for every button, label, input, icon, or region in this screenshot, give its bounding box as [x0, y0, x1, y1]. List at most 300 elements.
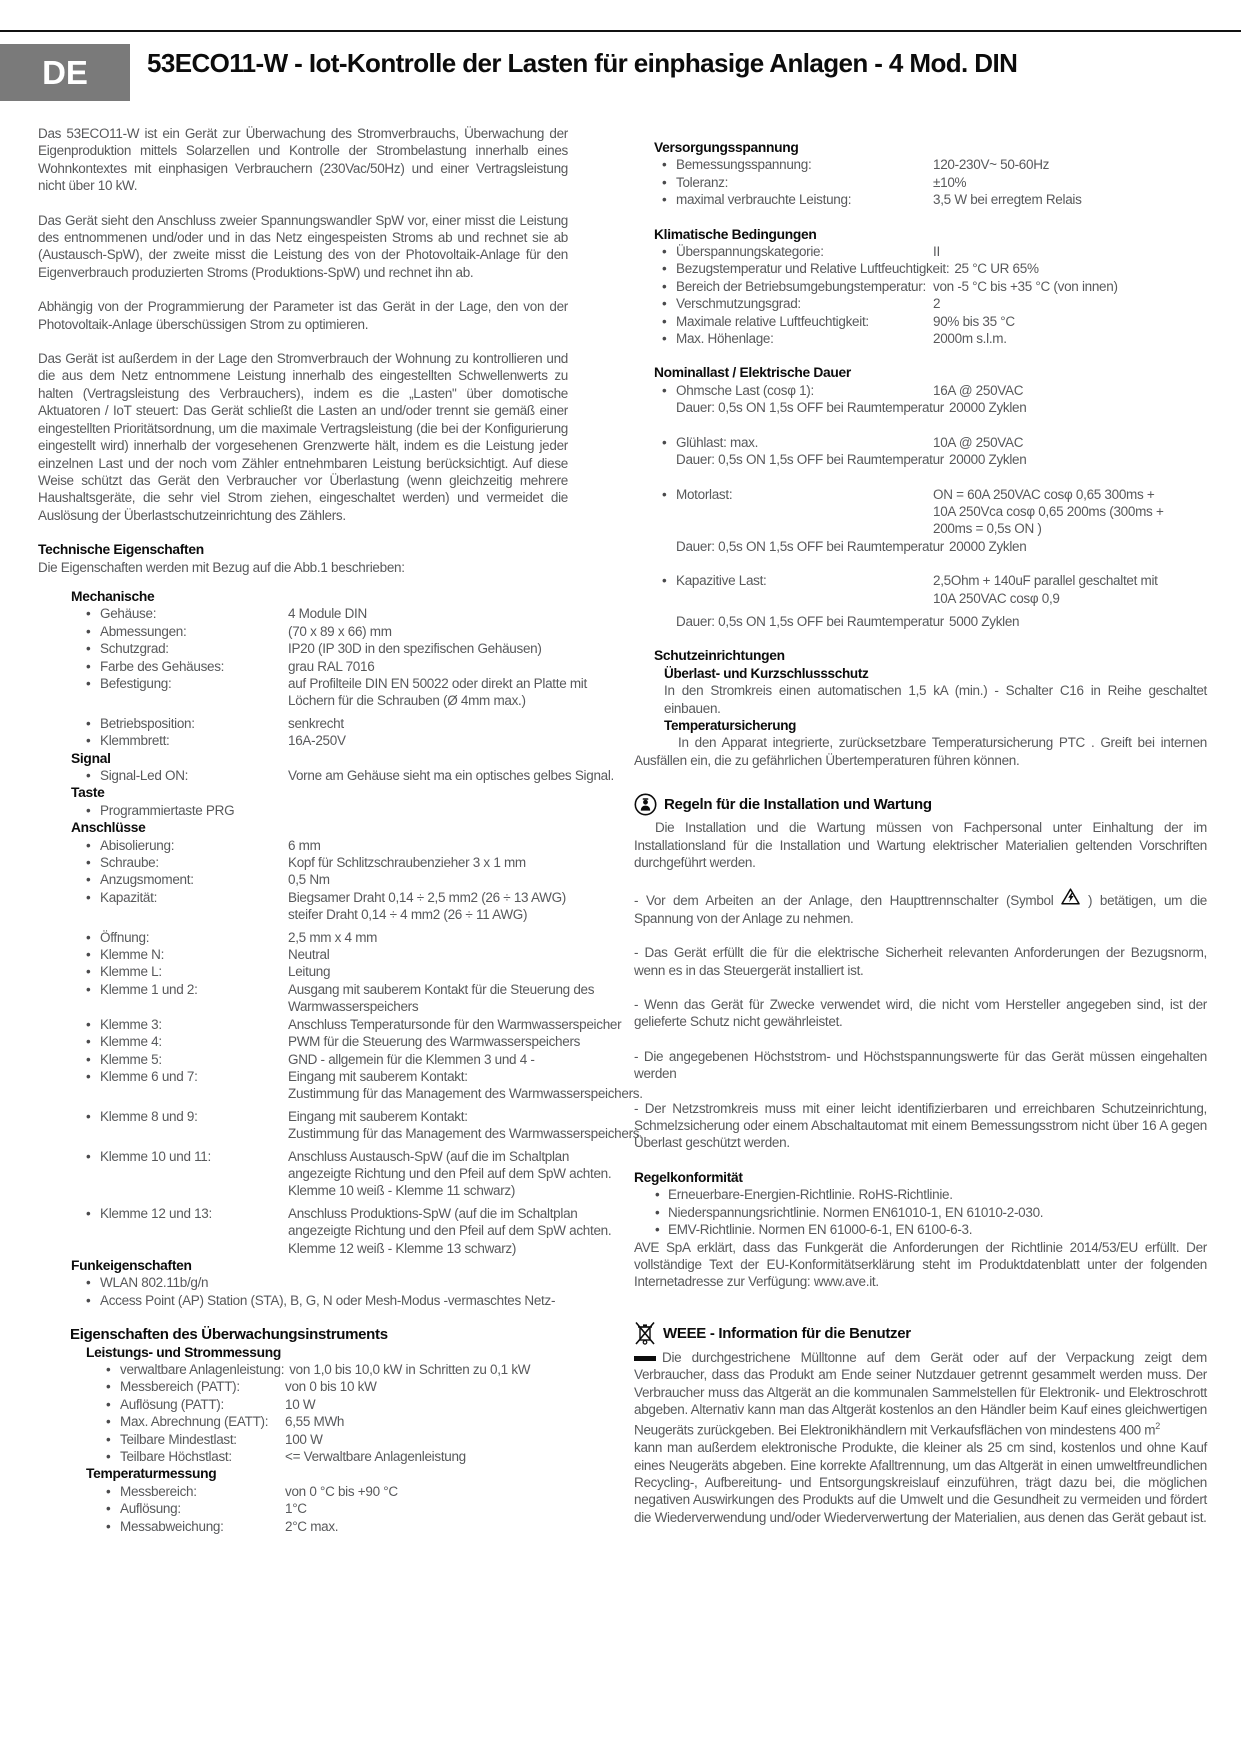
spec-label: verwaltbare Anlagenleistung:	[120, 1362, 285, 1377]
bullet-icon: •	[662, 278, 667, 294]
load-group	[634, 572, 1207, 630]
weee-text-1: Die durchgestrichene Mülltonne auf dem Gerät oder auf der Verpackung zeigt dem Verbraucher, dass das Produkt am Ende seiner Nutzdauer getrennt gesammelt werden muss. Der Verbraucher muss das Altgerät an die kommunalen Sammelstellen für Elektronik- und Elektroschrott abgeben. Alternativ kann man das Altgerät kostenlos an den Händler beim Kauf eines gleichwertigen Neugeräts zurückgeben. Bei Elektronikhändlern mit Verkaufsflächen von mindestens 400 m	[634, 1349, 1207, 1438]
bullet-icon: •	[86, 929, 91, 945]
spec-value	[288, 1051, 535, 1068]
spec-row	[38, 715, 568, 732]
bullet-icon: •	[106, 1379, 111, 1395]
spec-value	[289, 1361, 530, 1378]
spec-row	[38, 1483, 568, 1500]
spec-value	[288, 889, 566, 924]
spec-value	[288, 929, 377, 946]
overload-subheading: Überlast- und Kurzschlussschutz	[664, 665, 869, 681]
thermal-fuse-subheading: Temperatursicherung	[664, 717, 797, 733]
bullet-icon: •	[86, 1108, 91, 1124]
spec-label: Auflösung:	[120, 1501, 181, 1517]
spec-row	[634, 191, 1207, 208]
bullet-icon: •	[662, 296, 667, 312]
conformity-item	[634, 1204, 1207, 1221]
spec-row	[38, 854, 568, 871]
spec-value-line: Anschluss Temperatursonde für den Warmwasserspeicher	[288, 1016, 622, 1032]
spec-row	[38, 837, 568, 854]
spec-value	[285, 1396, 315, 1413]
spec-row	[634, 243, 1207, 260]
supply-items	[634, 156, 1207, 208]
spec-label: Bereich der Betriebsumgebungstemperatur:	[676, 278, 926, 294]
spec-row	[38, 1148, 612, 1200]
installer-icon	[634, 793, 657, 816]
bullet-icon: •	[86, 658, 91, 674]
spec-row	[634, 486, 1207, 538]
spec-value: 2000m s.l.m.	[933, 331, 1007, 347]
weee-heading: WEEE - Information für die Benutzer	[663, 1324, 911, 1342]
spec-label: Ohmsche Last (cosφ 1):	[676, 382, 814, 398]
spec-value-line: von 0 bis 10 kW	[285, 1379, 377, 1395]
spec-value	[933, 572, 1158, 607]
spec-group-title: Anschlüsse	[71, 820, 146, 836]
spec-value-line: ON = 60A 250VAC cosφ 0,65 300ms +	[933, 486, 1155, 502]
spec-row	[634, 330, 1207, 347]
spec-value	[285, 1378, 377, 1395]
spec-row	[634, 295, 1207, 312]
spec-value-line: <= Verwaltbare Anlagenleistung	[285, 1449, 466, 1465]
bullet-icon: •	[86, 1275, 91, 1291]
spec-label: Überspannungskategorie:	[676, 244, 824, 260]
bullet-icon: •	[655, 1222, 660, 1238]
spec-value	[288, 623, 392, 640]
spec-value-line: Klemme 12 weiß - Klemme 13 schwarz)	[288, 1240, 517, 1256]
spec-value-line: grau RAL 7016	[288, 658, 375, 674]
conformity-bullets	[634, 1186, 1207, 1238]
spec-value-line: 0,5 Nm	[288, 872, 330, 888]
duration-label: Dauer: 0,5s ON 1,5s OFF bei Raumtemperatur	[676, 452, 945, 468]
spec-value-line: Anschluss Austausch-SpW (auf die im Schaltplan	[288, 1148, 570, 1164]
bullet-icon: •	[662, 486, 667, 502]
spec-value-line: von 1,0 bis 10,0 kW in Schritten zu 0,1 kW	[289, 1362, 531, 1377]
spec-value	[285, 1518, 338, 1535]
safety-note: - Wenn das Gerät für Zwecke verwendet wird, die nicht vom Hersteller angegeben sind, ist der gelieferte Schutz nicht gewährleistet.	[634, 997, 1207, 1030]
safety-note: - Das Gerät erfüllt die für die elektrische Sicherheit relevanten Anforderungen der Bezugsnorm, wenn es in das Steuergerät installiert ist.	[634, 945, 1207, 978]
spec-value-line: Eingang mit sauberem Kontakt:	[288, 1068, 468, 1084]
spec-label: Schutzgrad:	[100, 641, 169, 657]
spec-value-line: angezeigte Richtung und den Pfeil auf dem SpW achten.	[288, 1223, 612, 1239]
spec-value	[288, 854, 526, 871]
spec-row	[38, 1518, 568, 1535]
spec-value-line: Neutral	[288, 947, 330, 963]
spec-label: Teilbare Höchstlast:	[120, 1449, 232, 1465]
intro-paragraph-3: Abhängig von der Programmierung der Parameter ist das Gerät in der Lage, den von der Photovoltaik-Anlage überschüssigen Strom zu optimieren.	[38, 299, 568, 332]
spec-label: Befestigung:	[100, 675, 172, 691]
bullet-icon: •	[106, 1414, 111, 1430]
spec-value	[288, 837, 321, 854]
bullet-icon: •	[86, 733, 91, 749]
spec-value	[288, 1148, 611, 1200]
bullet-icon: •	[662, 573, 667, 589]
warning-text-pre: - Vor dem Arbeiten an der Anlage, den Haupttrennschalter (Symbol	[634, 893, 1054, 909]
bullet-icon: •	[655, 1204, 660, 1220]
bullet-icon: •	[86, 837, 91, 853]
spec-label: Klemmbrett:	[100, 733, 170, 749]
protection-heading: Schutzeinrichtungen	[654, 648, 785, 664]
bullet-icon: •	[86, 1051, 91, 1067]
spec-row	[634, 382, 1207, 399]
spec-value-line: PWM für die Steuerung des Warmwasserspeichers	[288, 1034, 581, 1050]
cycles-value: 20000 Zyklen	[949, 452, 1027, 468]
spec-label: Verschmutzungsgrad:	[676, 296, 801, 312]
bullet-icon: •	[86, 872, 91, 888]
bullet-icon: •	[86, 606, 91, 622]
spec-label: Maximale relative Luftfeuchtigkeit:	[676, 313, 869, 329]
install-notes	[634, 944, 1207, 1152]
load-group	[634, 382, 1207, 417]
spec-value-line: angezeigte Richtung und den Pfeil auf dem SpW achten.	[288, 1165, 612, 1181]
spec-row	[634, 174, 1207, 191]
bullet-icon: •	[106, 1431, 111, 1447]
bullet-icon: •	[86, 1205, 91, 1221]
spec-row	[38, 640, 568, 657]
load-groups	[634, 382, 1207, 630]
spec-value	[288, 732, 346, 749]
spec-row	[38, 605, 568, 622]
cycles-value: 20000 Zyklen	[949, 538, 1027, 554]
spec-row	[38, 658, 568, 675]
spec-value-line: 10 W	[285, 1396, 316, 1412]
weee-bin-icon	[634, 1321, 656, 1346]
monitor-heading: Eigenschaften des Überwachungsinstruments	[70, 1326, 388, 1344]
bullet-icon: •	[662, 382, 667, 398]
spec-value-line: IP20 (IP 30D in den spezifischen Gehäusen)	[288, 641, 542, 657]
spec-row	[38, 1413, 568, 1430]
left-column	[38, 125, 643, 1535]
conformity-text: EMV-Richtlinie. Normen EN 61000-6-1, EN 6100-6-3.	[668, 1222, 973, 1238]
bullet-icon: •	[662, 192, 667, 208]
spec-label: Klemme 6 und 7:	[100, 1068, 198, 1084]
spec-label: Öffnung:	[100, 929, 150, 945]
spec-row	[38, 1051, 568, 1068]
install-heading: Regeln für die Installation und Wartung	[664, 795, 932, 813]
climate-items	[634, 243, 1207, 347]
spec-value	[288, 658, 374, 675]
spec-label: Klemme 8 und 9:	[100, 1108, 198, 1124]
spec-label: Farbe des Gehäuses:	[100, 658, 225, 674]
spec-label: WLAN 802.11b/g/n	[100, 1275, 209, 1291]
spec-label: maximal verbrauchte Leistung:	[676, 192, 852, 208]
spec-row	[38, 963, 568, 980]
spec-value	[288, 1016, 621, 1033]
spec-label: Max. Höhenlage:	[676, 331, 774, 347]
spec-value-line: 10A 250VAC cosφ 0,9	[933, 590, 1060, 606]
bullet-icon: •	[662, 331, 667, 347]
load-group	[634, 486, 1207, 556]
spec-row	[38, 1068, 643, 1103]
spec-value-line: Zustimmung für das Management des Warmwasserspeichers.	[288, 1086, 643, 1102]
weee-section-head	[634, 1321, 1207, 1346]
spec-value-line: Warmwasserspeichers	[288, 999, 419, 1015]
spec-value-line: 6,55 MWh	[285, 1414, 345, 1430]
spec-value	[288, 1205, 611, 1257]
language-badge: DE	[0, 44, 130, 101]
cycles-value: 5000 Zyklen	[949, 613, 1020, 629]
bullet-icon: •	[86, 1016, 91, 1032]
spec-label: Klemme 12 und 13:	[100, 1205, 212, 1221]
spec-value	[288, 675, 587, 710]
spec-value-line: (70 x 89 x 66) mm	[288, 623, 392, 639]
spec-label: Max. Abrechnung (EATT):	[120, 1414, 269, 1430]
bullet-icon: •	[86, 1148, 91, 1164]
spec-row	[38, 767, 615, 784]
spec-value: von -5 °C bis +35 °C (von innen)	[933, 278, 1118, 294]
duration-row	[634, 399, 1207, 416]
spec-row	[38, 1033, 581, 1050]
spec-value-line: Klemme 10 weiß - Klemme 11 schwarz)	[288, 1183, 516, 1199]
duration-label: Dauer: 0,5s ON 1,5s OFF bei Raumtemperatur	[676, 400, 945, 416]
duration-label: Dauer: 0,5s ON 1,5s OFF bei Raumtemperatur	[676, 538, 945, 554]
spec-label: Klemme 4:	[100, 1034, 162, 1050]
spec-row	[38, 871, 568, 888]
spec-value	[285, 1483, 398, 1500]
spec-group-title: Signal	[71, 750, 111, 766]
bullet-icon: •	[662, 174, 667, 190]
spec-label: Klemme L:	[100, 964, 162, 980]
spec-value-line: 4 Module DIN	[288, 606, 367, 622]
conformity-text: Niederspannungsrichtlinie. Normen EN61010-1, EN 61010-2-030.	[668, 1204, 1044, 1220]
conformity-heading: Regelkonformität	[634, 1169, 743, 1185]
warning-text-post: ) betätigen, um die Spannung von der Anlage zu nehmen.	[634, 893, 1207, 926]
tech-spec-groups	[38, 588, 643, 1309]
spec-label: Gehäuse:	[100, 606, 157, 622]
bullet-icon: •	[106, 1449, 111, 1465]
spec-row	[38, 1500, 568, 1517]
spec-label: Kapazität:	[100, 889, 158, 905]
spec-value: 120-230V~ 50-60Hz	[933, 157, 1050, 173]
bullet-icon: •	[86, 768, 91, 783]
spec-row	[634, 572, 1207, 607]
spec-value-line: auf Profilteile DIN EN 50022 oder direkt an Platte mit	[288, 675, 587, 691]
install-section-head	[634, 793, 1207, 816]
spec-label: Toleranz:	[676, 174, 729, 190]
spec-value-line: 2,5 mm x 4 mm	[288, 929, 378, 945]
spec-label: Messbereich (PATT):	[120, 1379, 240, 1395]
bullet-icon: •	[106, 1518, 111, 1534]
bullet-icon: •	[106, 1362, 111, 1377]
spec-label: Teilbare Mindestlast:	[120, 1431, 237, 1447]
bullet-icon: •	[86, 1034, 91, 1050]
spec-value	[285, 1500, 307, 1517]
spec-label: Programmiertaste PRG	[100, 802, 235, 818]
spec-value-line: Kopf für Schlitzschraubenzieher 3 x 1 mm	[288, 855, 526, 871]
spec-value	[288, 871, 330, 888]
spec-row	[38, 1274, 568, 1291]
spec-value-line: Leitung	[288, 964, 331, 980]
bullet-icon: •	[106, 1396, 111, 1412]
spec-value	[288, 767, 614, 784]
spec-label: Abmessungen:	[100, 623, 187, 639]
spec-value-line: Eingang mit sauberem Kontakt:	[288, 1108, 468, 1124]
spec-label: Klemme N:	[100, 947, 165, 963]
spec-row	[38, 1396, 568, 1413]
spec-row	[38, 732, 568, 749]
spec-value-line: senkrecht	[288, 715, 344, 731]
conformity-item	[634, 1221, 1207, 1238]
spec-value-line: von 0 °C bis +90 °C	[285, 1483, 398, 1499]
spec-value	[285, 1431, 323, 1448]
spec-label: Messabweichung:	[120, 1518, 224, 1534]
bullet-icon: •	[662, 313, 667, 329]
warning-paragraph	[634, 888, 1207, 927]
spec-label: Motorlast:	[676, 486, 733, 502]
spec-value: 25 °C UR 65%	[954, 261, 1039, 277]
spec-value	[288, 1068, 643, 1103]
bullet-icon: •	[86, 889, 91, 905]
page-title: 53ECO11-W - Iot-Kontrolle der Lasten für einphasige Anlagen - 4 Mod. DIN	[147, 48, 1018, 78]
spec-label: Kapazitive Last:	[676, 573, 767, 589]
spec-row	[634, 260, 1207, 277]
spec-value-line: 100 W	[285, 1431, 323, 1447]
conformity-body: AVE SpA erklärt, dass das Funkgerät die Anforderungen der Richtlinie 2014/53/EU erfüllt. Der vollständige Text der EU-Konformitätserklärung steht im Produktdatenblatt unter der folgenden Internetadresse zur Verfügung: www.ave.it.	[634, 1239, 1207, 1290]
spec-value: 2	[933, 296, 941, 312]
spec-row	[634, 434, 1207, 451]
right-column	[634, 125, 1207, 1543]
spec-value-line: Anschluss Produktions-SpW (auf die im Schaltplan	[288, 1205, 578, 1221]
spec-group-title: Temperaturmessung	[86, 1466, 217, 1482]
bullet-icon: •	[106, 1483, 111, 1499]
spec-value-line: Löchern für die Schrauben (Ø 4mm max.)	[288, 693, 526, 709]
duration-label: Dauer: 0,5s ON 1,5s OFF bei Raumtemperatur	[676, 613, 945, 629]
spec-row	[38, 1292, 568, 1309]
spec-value-line: 16A @ 250VAC	[933, 382, 1024, 398]
bullet-icon: •	[86, 802, 91, 818]
duration-row	[634, 451, 1207, 468]
intro-paragraph-2: Das Gerät sieht den Anschluss zweier Spannungswandler SpW vor, einer misst die Leistung des entnommenen und/oder und in das Netz eingespeisten Stroms ab und rechnet sie ab (Austausch-SpW), der zweite misst die Leistung des von der Photovoltaik-Anlage für den Eigenverbrauch produzierten Stroms (Produktions-SpW) und rechnet ihn ab.	[38, 212, 568, 280]
spec-value-line: Biegsamer Draht 0,14 ÷ 2,5 mm2 (26 ÷ 13 AWG)	[288, 889, 566, 905]
spec-value-line: 6 mm	[288, 837, 321, 853]
spec-value-line: 1°C	[285, 1501, 307, 1517]
supply-heading: Versorgungsspannung	[654, 140, 799, 155]
spec-label: Signal-Led ON:	[100, 768, 189, 783]
spec-row	[38, 623, 568, 640]
spec-value-line: 10A 250Vca cosφ 0,65 200ms (300ms +	[933, 503, 1164, 519]
spec-value	[288, 715, 344, 732]
intro-paragraph-4: Das Gerät ist außerdem in der Lage den Stromverbrauch der Wohnung zu kontrollieren und die aus dem Netz entnommene Leistung innerhalb des eingestellten Schwellenwerts zu halten (Vertragsleistung des Verbrauchers), indem es die „Lasten" über domotische Aktuatoren / IoT steuert: Das Gerät schließt die Lasten an und/oder trennt sie gemäß einer eingestellten Prioritätsordnung, um die maximale Vertragsleistung (die bei der Konfigurierung eingestellt wird) innerhalb der vorgesehenen Grenzwerte hält, indem es die Leistung jeder einzelnen Last und der noch vom Zähler entnehmbaren Leistung berücksichtigt. Auf diese Weise schützt das Gerät den Verbraucher vor Überlastung (wenn gleichzeitig mehrere Haushaltsgeräte, die sehr viel Strom ziehen, eingeschaltet werden) und vermeidet die Auslösung der Überlastschutzeinrichtung des Zählers.	[38, 351, 568, 523]
top-rule	[0, 30, 1241, 32]
bullet-icon: •	[662, 434, 667, 450]
conformity-item	[634, 1186, 1207, 1203]
bullet-icon: •	[86, 715, 91, 731]
spec-row	[38, 675, 587, 710]
spec-row	[38, 946, 568, 963]
bullet-icon: •	[86, 964, 91, 980]
spec-row	[38, 889, 568, 924]
spec-value-line: Zustimmung für das Management des Warmwasserspeichers.	[288, 1126, 643, 1142]
safety-note: - Der Netzstromkreis muss mit einer leicht identifizierbaren und erreichbaren Schutzeinrichtung, Schmelzsicherung oder einem Abschaltautomat mit einem Bemessungsstrom nicht über 16 A gegen Überlast geschützt werden.	[634, 1100, 1207, 1151]
spec-value-line: steifer Draht 0,14 ÷ 4 mm2 (26 ÷ 11 AWG)	[288, 907, 528, 923]
spec-value	[288, 946, 329, 963]
thermal-fuse-body: In den Apparat integrierte, zurücksetzbare Temperatursicherung PTC . Greift bei internen Ausfällen ein, die zu gefährlichen Übertemperaturen führen können.	[634, 735, 1207, 768]
spec-row	[38, 1361, 568, 1378]
spec-row	[38, 929, 568, 946]
bullet-icon: •	[662, 244, 667, 260]
spec-group-title: Leistungs- und Strommessung	[86, 1344, 282, 1360]
spec-label: Klemme 3:	[100, 1016, 162, 1032]
spec-row	[634, 278, 1207, 295]
spec-value: ±10%	[933, 174, 967, 190]
spec-group-title: Mechanische	[71, 588, 155, 604]
spec-label: Klemme 1 und 2:	[100, 981, 198, 997]
monitor-spec-groups	[38, 1344, 568, 1535]
bullet-icon: •	[86, 675, 91, 691]
spec-value	[288, 640, 542, 657]
tech-heading: Technische Eigenschaften	[38, 542, 204, 558]
bullet-icon: •	[106, 1501, 111, 1517]
spec-value-line: 2,5Ohm + 140uF parallel geschaltet mit	[933, 573, 1158, 589]
intro-paragraph-1: Das 53ECO11-W ist ein Gerät zur Überwachung des Stromverbrauchs, Überwachung der Eigenproduktion mittels Solarzellen und Kontrolle der Strombelastung innerhalb eines Wohnkontextes mit einphasigen Verbrauchern (230Vac/50Hz) und einer Vertragsleistung nicht über 10 kW.	[38, 126, 568, 194]
bullet-icon: •	[662, 261, 667, 277]
spec-label: Auflösung (PATT):	[120, 1396, 224, 1412]
spec-group-title: Funkeigenschaften	[71, 1257, 192, 1273]
spec-value-line: 200ms = 0,5s ON )	[933, 521, 1042, 537]
climate-heading: Klimatische Bedingungen	[654, 226, 817, 242]
install-intro: Die Installation und die Wartung müssen von Fachpersonal unter Einhaltung der im Installationsland für die Installation und Wartung elektrischer Materialien geltenden Vorschriften durchgeführt werden.	[634, 820, 1207, 870]
load-group	[634, 434, 1207, 469]
spec-value	[288, 1033, 580, 1050]
spec-label: Bemessungsspannung:	[676, 157, 812, 173]
bullet-icon: •	[86, 641, 91, 657]
bullet-icon: •	[86, 623, 91, 639]
safety-note: - Die angegebenen Höchststrom- und Höchstspannungswerte für das Gerät müssen eingehalten werden	[634, 1048, 1207, 1082]
spec-value	[288, 963, 330, 980]
bullet-icon: •	[86, 855, 91, 871]
bullet-icon: •	[86, 981, 91, 997]
spec-value	[288, 1108, 643, 1143]
bullet-icon: •	[662, 157, 667, 173]
spec-value: 90% bis 35 °C	[933, 313, 1015, 329]
spec-row	[38, 802, 568, 819]
bullet-icon: •	[86, 1068, 91, 1084]
spec-label: Schraube:	[100, 855, 159, 871]
spec-value	[933, 382, 1023, 399]
spec-row	[634, 313, 1207, 330]
spec-value-line: GND - allgemein für die Klemmen 3 und 4 -	[288, 1051, 535, 1067]
weee-text-2: kann man außerdem elektronische Produkte, die kleiner als 25 cm sind, kostenlos und ohne Kauf eines Neugeräts abgeben. Eine korrekte Afalltrennung, um das Altgerät in einen umweltfreundlichen Recycling-, Aufbereitung- und Entsorgungskreislauf einzuführen, trägt dazu bei, die möglichen negativen Auswirkungen des Produkts auf die Umwelt und die Gesundheit zu vermeiden und fördert die Wiederverwendung und/oder Wiederverwertung der Materialien, aus denen das Gerät gebaut ist.	[634, 1440, 1207, 1525]
spec-row	[38, 1016, 622, 1033]
duration-row	[634, 613, 1207, 630]
spec-value	[933, 486, 1164, 538]
weee-bar-icon	[634, 1356, 656, 1361]
cycles-value: 20000 Zyklen	[949, 400, 1027, 416]
bullet-icon: •	[655, 1187, 660, 1203]
spec-row	[38, 981, 595, 1016]
spec-group-title: Taste	[71, 785, 105, 801]
spec-value-line: Ausgang mit sauberem Kontakt für die Steuerung des	[288, 981, 595, 997]
spec-row	[38, 1431, 568, 1448]
spec-value-line: 16A-250V	[288, 733, 346, 749]
spec-label: Betriebsposition:	[100, 715, 195, 731]
spec-label: Klemme 10 und 11:	[100, 1148, 211, 1164]
spec-label: Anzugsmoment:	[100, 872, 194, 888]
overload-body: In den Stromkreis einen automatischen 1,5 kA (min.) - Schalter C16 in Reihe geschaltet einbauen.	[664, 683, 1207, 716]
spec-label: Klemme 5:	[100, 1051, 162, 1067]
weee-body	[634, 1349, 1207, 1527]
spec-label: Messbereich:	[120, 1483, 197, 1499]
spec-label: Bezugstemperatur und Relative Luftfeuchtigkeit:	[676, 261, 950, 277]
spec-value: 3,5 W bei erregtem Relais	[933, 192, 1082, 208]
spec-label: Abisolierung:	[100, 837, 175, 853]
bullet-icon: •	[86, 1292, 91, 1308]
spec-value	[933, 434, 1023, 451]
spec-row	[38, 1378, 568, 1395]
spec-value-line: Vorne am Gehäuse sieht ma ein optisches gelbes Signal.	[288, 768, 615, 783]
spec-value	[285, 1448, 466, 1465]
spec-value: II	[933, 244, 940, 260]
